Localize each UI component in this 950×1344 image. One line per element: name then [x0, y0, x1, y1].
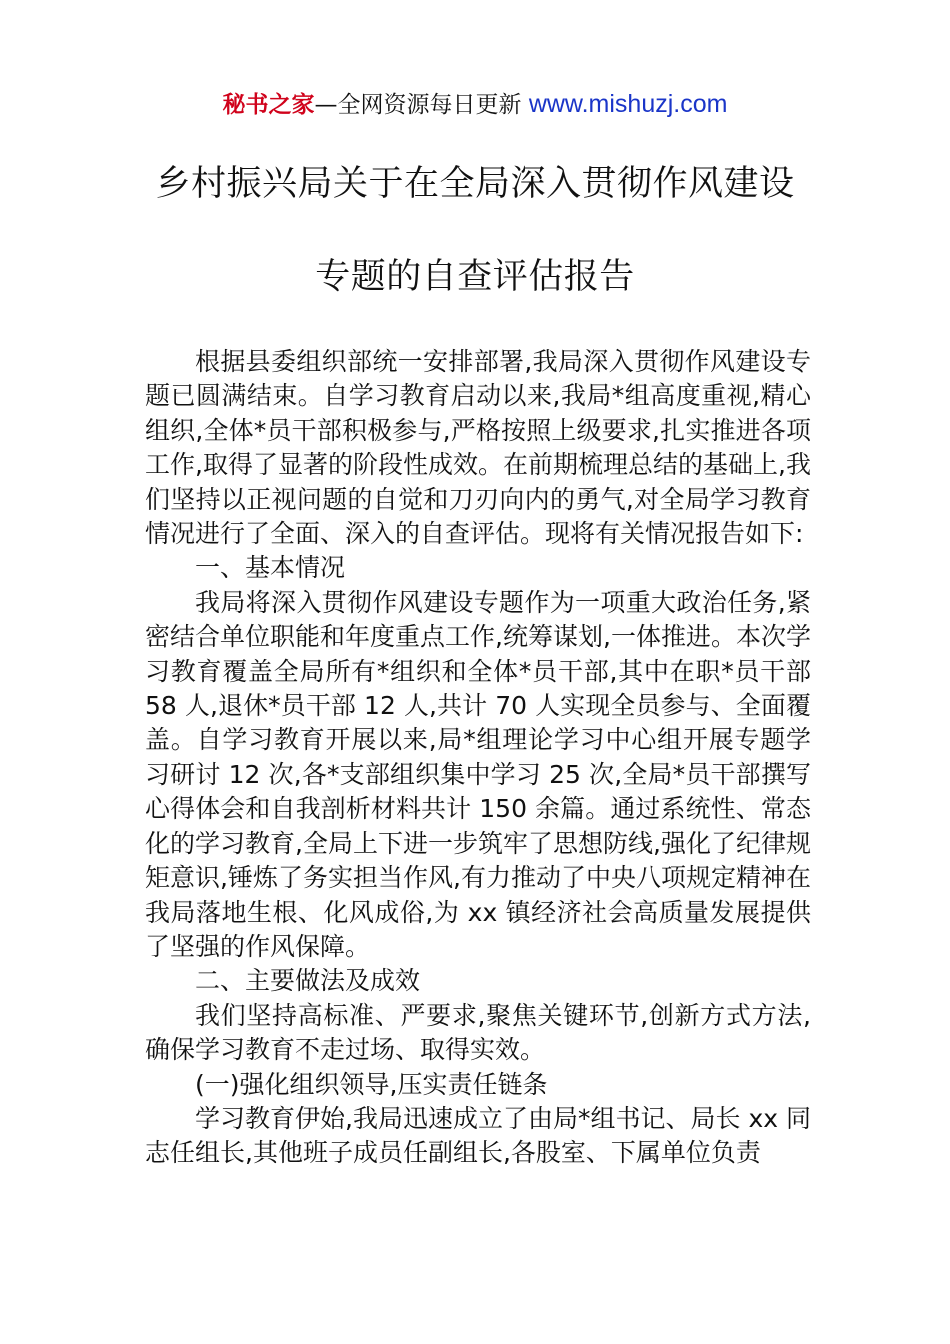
section-heading-basic-situation: 一、基本情况 [195, 553, 346, 583]
organization-paragraph: 学习教育伊始,我局迅速成立了由局*组书记、局长 xx 同志任组长,其他班子成员任副组长,各股室、下属单位负责 [145, 1103, 811, 1168]
document-title-line-2: 专题的自查评估报告 [315, 257, 635, 297]
site-url-link[interactable]: www.mishuzj.com [528, 90, 728, 118]
main-practices-paragraph: 我们坚持高标准、严要求,聚焦关键环节,创新方式方法,确保学习教育不走过场、取得实效。 [145, 1000, 811, 1065]
site-brand: 秘书之家 [222, 92, 315, 118]
section-heading-main-practices: 二、主要做法及成效 [195, 966, 421, 996]
basic-situation-paragraph: 我局将深入贯彻作风建设专题作为一项重大政治任务,紧密结合单位职能和年度重点工作,统筹谋划,一体推进。本次学习教育覆盖全局所有*组织和全体*员干部,其中在职*员干部 58 人,退休*员干部 12 人,共计 70 人实现全员参与、全面覆盖。自学习教育开展以来,局*组理论学习中心组开展专题学习研讨 12 次,各*支部组织集中学习 25 次,全局*员干部撰写心得体会和自我剖析材料共计 150 余篇。通过系统性、常态化的学习教育,全局上下进一步筑牢了思想防线,强化了纪律规矩意识,锤炼了务实担当作风,有力推动了中央八项规定精神在我局落地生根、化风成俗,为 xx 镇经济社会高质量发展提供了坚强的作风保障。 [145, 587, 811, 961]
intro-paragraph: 根据县委组织部统一安排部署,我局深入贯彻作风建设专题已圆满结束。自学习教育启动以来,我局*组高度重视,精心组织,全体*员干部积极参与,严格按照上级要求,扎实推进各项工作,取得了显著的阶段性成效。在前期梳理总结的基础上,我们坚持以正视问题的自觉和刀刃向内的勇气,对全局学习教育情况进行了全面、深入的自查评估。现将有关情况报告如下: [145, 347, 811, 549]
site-tagline: —全网资源每日更新 [314, 92, 529, 118]
document-body [145, 345, 811, 1171]
site-header [0, 86, 950, 123]
document-title-line-1: 乡村振兴局关于在全局深入贯彻作风建设 [155, 164, 795, 204]
subsection-heading-organization: (一)强化组织领导,压实责任链条 [195, 1069, 548, 1099]
